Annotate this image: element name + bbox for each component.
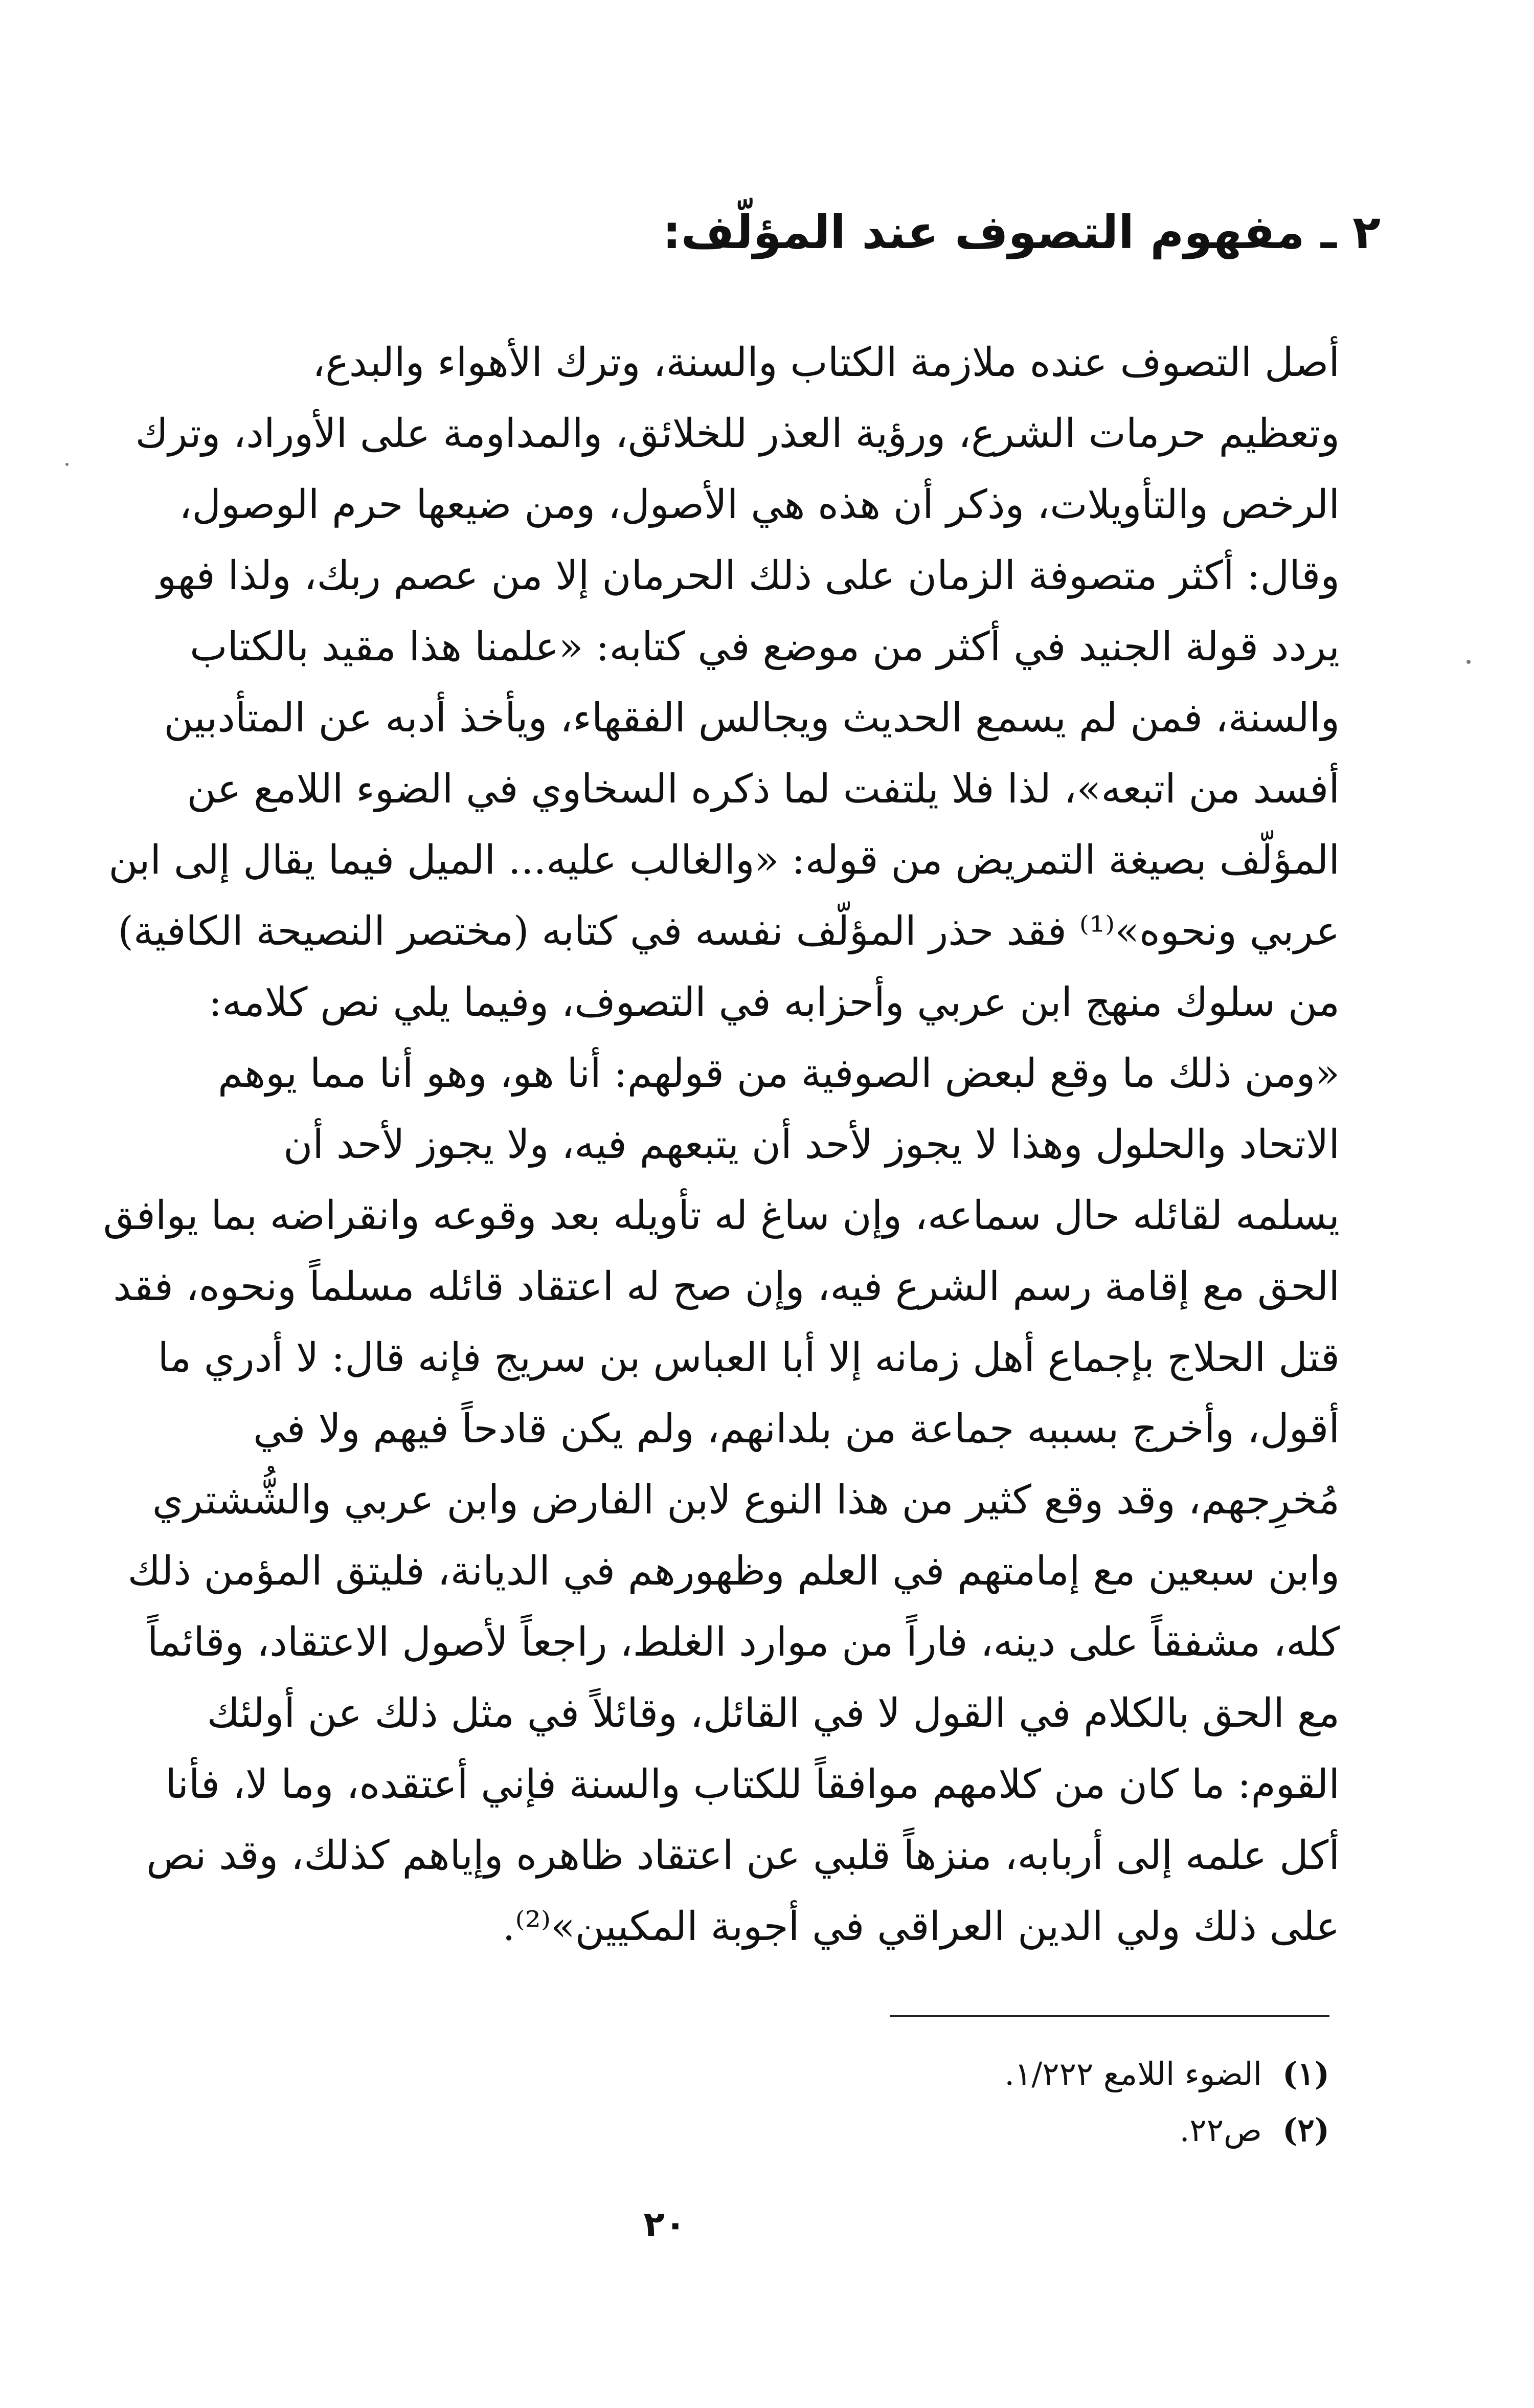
footnote-number: (١) [1282, 2055, 1329, 2092]
body-line: وقال: أكثر متصوفة الزمان على ذلك الحرمان إلا من عصم ربك، ولذا فهو [157, 553, 1340, 599]
page-number: ٢٠ [643, 2204, 686, 2245]
body-text [61, 327, 1340, 1963]
footnote-divider [890, 2015, 1329, 2017]
body-line: من سلوك منهج ابن عربي وأحزابه في التصوف، وفيما يلي نص كلامه: [208, 979, 1340, 1025]
footnotes [102, 2046, 1329, 2158]
body-line: يسلمه لقائله حال سماعه، وإن ساغ له تأويله بعد وقوعه وانقراضه بما يوافق [103, 1193, 1340, 1239]
body-line: الاتحاد والحلول وهذا لا يجوز لأحد أن يتبعهم فيه، ولا يجوز لأحد أن [283, 1122, 1340, 1168]
body-line: وابن سبعين مع إمامتهم في العلم وظهورهم في الديانة، فليتق المؤمن ذلك [127, 1548, 1340, 1594]
scan-speck [1467, 660, 1471, 664]
scan-speck [65, 463, 69, 466]
body-line: أصل التصوف عنده ملازمة الكتاب والسنة، وترك الأهواء والبدع، [312, 340, 1340, 386]
footnote-text: الضوء اللامع ١/٢٢٢. [1004, 2055, 1262, 2092]
body-line: مع الحق بالكلام في القول لا في القائل، وقائلاً في مثل ذلك عن أولئك [207, 1690, 1340, 1736]
footnote-number: (٢) [1282, 2111, 1329, 2149]
body-line: وتعظيم حرمات الشرع، ورؤية العذر للخلائق، والمداومة على الأوراد، وترك [135, 411, 1340, 457]
footnote-item [102, 2102, 1329, 2158]
footnote-item [102, 2046, 1329, 2102]
body-line: كله، مشفقاً على دينه، فاراً من موارد الغلط، راجعاً لأصول الاعتقاد، وقائماً [147, 1619, 1340, 1665]
section-heading: ٢ ـ مفهوم التصوف عند المؤلّف: [662, 206, 1381, 259]
body-line: الحق مع إقامة رسم الشرع فيه، وإن صح له اعتقاد قائله مسلماً ونحوه، فقد [113, 1264, 1340, 1310]
body-line: على ذلك ولي الدين العراقي في أجوبة المكيين»⁽²⁾. [502, 1904, 1340, 1950]
body-line: أفسد من اتبعه»، لذا فلا يلتفت لما ذكره السخاوي في الضوء اللامع عن [187, 766, 1340, 812]
body-line: عربي ونحوه»⁽¹⁾ فقد حذر المؤلّف نفسه في كتابه (مختصر النصيحة الكافية) [118, 908, 1340, 954]
body-line: أقول، وأخرج بسببه جماعة من بلدانهم، ولم يكن قادحاً فيهم ولا في [253, 1406, 1340, 1452]
body-line: مُخرِجهم، وقد وقع كثير من هذا النوع لابن الفارض وابن عربي والشُّشتري [152, 1477, 1340, 1523]
body-line: قتل الحلاج بإجماع أهل زمانه إلا أبا العباس بن سريج فإنه قال: لا أدري ما [157, 1335, 1340, 1381]
footnote-text: ص٢٢. [1179, 2111, 1262, 2149]
body-line: أكل علمه إلى أربابه، منزهاً قلبي عن اعتقاد ظاهره وإياهم كذلك، وقد نص [146, 1833, 1340, 1879]
body-line: المؤلّف بصيغة التمريض من قوله: «والغالب عليه... الميل فيما يقال إلى ابن [108, 837, 1340, 883]
body-line: القوم: ما كان من كلامهم موافقاً للكتاب والسنة فإني أعتقده، وما لا، فأنا [165, 1762, 1340, 1808]
body-line: «ومن ذلك ما وقع لبعض الصوفية من قولهم: أنا هو، وهو أنا مما يوهم [218, 1051, 1340, 1097]
body-line: يردد قولة الجنيد في أكثر من موضع في كتابه: «علمنا هذا مقيد بالكتاب [190, 624, 1340, 670]
body-line: والسنة، فمن لم يسمع الحديث ويجالس الفقهاء، ويأخذ أدبه عن المتأدبين [164, 695, 1340, 741]
body-line: الرخص والتأويلات، وذكر أن هذه هي الأصول، ومن ضيعها حرم الوصول، [179, 482, 1340, 528]
